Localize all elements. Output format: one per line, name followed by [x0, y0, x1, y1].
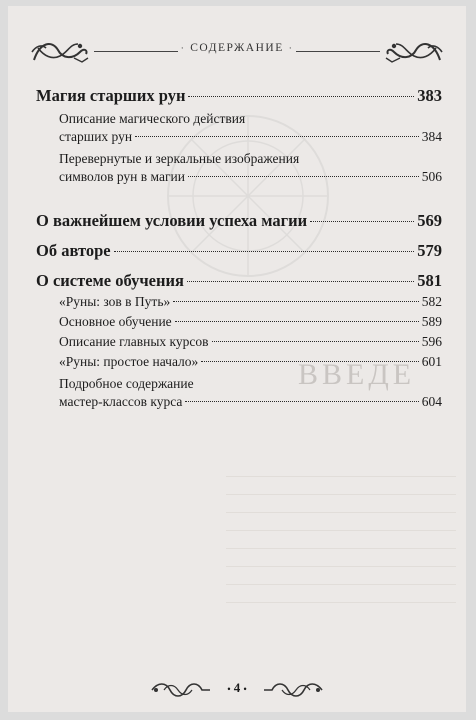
- toc-page: 506: [421, 169, 442, 184]
- toc-page: 384: [421, 129, 442, 144]
- toc-entry-call[interactable]: [36, 294, 442, 310]
- toc-title: О системе обучения: [36, 271, 184, 290]
- book-page: [8, 6, 466, 712]
- toc-title: «Руны: зов в Путь»: [59, 294, 171, 309]
- leader-dots: [212, 341, 419, 342]
- leader-dots: [175, 321, 419, 322]
- toc-entry-basic[interactable]: [36, 314, 442, 330]
- toc-page: 579: [417, 241, 442, 260]
- toc-page: 581: [417, 271, 442, 290]
- toc-page: 569: [417, 211, 442, 230]
- toc-page: 596: [421, 334, 442, 349]
- toc-page: 582: [421, 294, 442, 309]
- toc-entry-masterclass[interactable]: [36, 374, 442, 410]
- toc-entry-reversed[interactable]: [36, 149, 442, 185]
- toc-page: 589: [421, 314, 442, 329]
- header-title: · СОДЕРЖАНИЕ ·: [180, 42, 294, 54]
- toc-entry-simple[interactable]: [36, 354, 442, 370]
- toc-page: 383: [417, 86, 442, 105]
- toc-title: Описание главных курсов: [59, 334, 209, 349]
- toc-title: Об авторе: [36, 241, 111, 260]
- leader-dots: [187, 281, 414, 282]
- header-rule-right: [296, 51, 380, 52]
- running-header: [8, 26, 466, 76]
- toc-title: мастер-классов курса: [59, 394, 183, 409]
- leader-dots: [188, 176, 419, 177]
- toc-entry-desc-action[interactable]: [36, 109, 442, 145]
- toc-title: символов рун в магии: [59, 169, 185, 184]
- toc-title-line1: Подробное содержание: [59, 376, 194, 391]
- toc-title-line1: Перевернутые и зеркальные изображения: [59, 151, 300, 166]
- toc-title: Магия старших рун: [36, 86, 186, 105]
- leader-dots: [173, 301, 419, 302]
- leader-dots: [135, 136, 419, 137]
- bleed-through-text: ВВЕДЕ: [298, 358, 416, 391]
- toc-page: 604: [421, 394, 442, 409]
- table-of-contents: [36, 86, 442, 410]
- page-footer: [8, 678, 466, 702]
- leader-dots: [114, 251, 415, 252]
- toc-page: 601: [421, 354, 442, 369]
- leader-dots: [188, 96, 414, 97]
- toc-title: старших рун: [59, 129, 133, 144]
- toc-title: «Руны: простое начало»: [59, 354, 199, 369]
- toc-entry-courses[interactable]: [36, 334, 442, 350]
- celtic-beast-right-icon: [384, 38, 444, 66]
- leader-dots: [185, 401, 418, 402]
- toc-title: О важнейшем условии успеха магии: [36, 211, 308, 230]
- toc-entry-system[interactable]: [36, 271, 442, 291]
- toc-entry-author[interactable]: [36, 241, 442, 261]
- leader-dots: [310, 221, 414, 222]
- toc-title-line1: Описание магического действия: [59, 111, 246, 126]
- toc-entry-condition[interactable]: [36, 211, 442, 231]
- leader-dots: [201, 361, 418, 362]
- ornament-right-icon: [262, 680, 324, 700]
- page-number: • 4 •: [227, 680, 247, 695]
- toc-title: Основное обучение: [59, 314, 172, 329]
- bleed-through-lines: [226, 476, 456, 620]
- toc-entry-magic-runes[interactable]: [36, 86, 442, 106]
